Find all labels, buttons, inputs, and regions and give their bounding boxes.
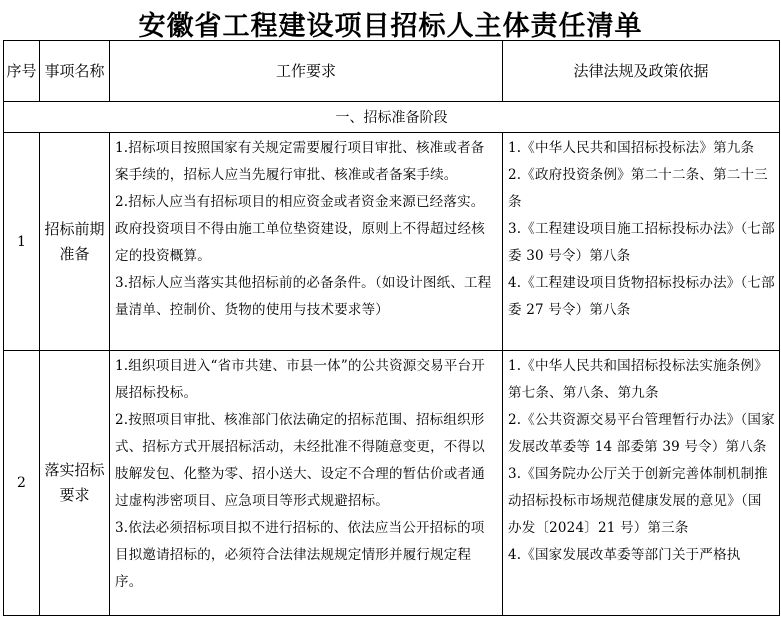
document-title: 安徽省工程建设项目招标人主体责任清单 xyxy=(138,11,643,42)
header-basis: 法律法规及政策依据 xyxy=(503,41,780,102)
legal-basis-item: 2.《政府投资条例》第二十二条、第二十三条 xyxy=(508,167,768,210)
requirement-item: 1.组织项目进入“省市共建、市县一体”的公共资源交易平台开展招标投标。 xyxy=(115,358,485,401)
table-row xyxy=(4,133,780,351)
responsibility-table xyxy=(3,40,780,616)
row-requirements xyxy=(110,133,503,351)
requirement-item: 3.招标人应当落实其他招标前的必备条件。（如设计图纸、工程量清单、控制价、货物的使用与技术要求等） xyxy=(115,275,492,318)
section-row xyxy=(4,102,780,133)
legal-basis-item: 2.《公共资源交易平台管理暂行办法》（国家发展改革委等 14 部委第 39 号令）第八条 xyxy=(508,412,775,455)
row-legal-basis xyxy=(503,351,780,616)
row-item-name: 落实招标要求 xyxy=(40,351,110,616)
row-requirements xyxy=(110,351,503,616)
legal-basis-item: 3.《国务院办公厅关于创新完善体制机制推动招标投标市场规范健康发展的意见》（国办发〔2024〕21 号）第三条 xyxy=(508,466,768,536)
legal-basis-item: 4.《国家发展改革委等部门关于严格执 xyxy=(508,547,741,563)
header-row xyxy=(4,41,780,102)
header-name: 事项名称 xyxy=(40,41,110,102)
table-row xyxy=(4,351,780,616)
legal-basis-item: 3.《工程建设项目施工招标投标办法》（七部委 30 号令）第八条 xyxy=(508,221,775,264)
row-seq: 2 xyxy=(4,351,40,616)
section-title: 一、招标准备阶段 xyxy=(4,102,780,133)
row-legal-basis xyxy=(503,133,780,351)
legal-basis-item: 1.《中华人民共和国招标投标法实施条例》第七条、第八条、第九条 xyxy=(508,358,768,401)
requirement-item: 3.依法必须招标项目拟不进行招标的、依法应当公开招标的项目拟邀请招标的，必须符合法律法规规定情形并履行规定程序。 xyxy=(115,520,485,590)
requirement-item: 2.按照项目审批、核准部门依法确定的招标范围、招标组织形式、招标方式开展招标活动，未经批准不得随意变更，不得以肢解发包、化整为零、招小送大、设定不合理的暂估价或者通过虚构涉密项目、应急项目等形式规避招标。 xyxy=(115,412,485,509)
requirement-item: 2.招标人应当有招标项目的相应资金或者资金来源已经落实。政府投资项目不得由施工单位垫资建设，原则上不得超过经核定的投资概算。 xyxy=(115,194,485,264)
row-item-name: 招标前期准备 xyxy=(40,133,110,351)
header-seq: 序号 xyxy=(4,41,40,102)
legal-basis-item: 4.《工程建设项目货物招标投标办法》（七部委 27 号令）第八条 xyxy=(508,275,775,318)
requirement-item: 1.招标项目按照国家有关规定需要履行项目审批、核准或者备案手续的，招标人应当先履行审批、核准或者备案手续。 xyxy=(115,140,485,183)
header-requirements: 工作要求 xyxy=(110,41,503,102)
row-seq: 1 xyxy=(4,133,40,351)
legal-basis-item: 1.《中华人民共和国招标投标法》第九条 xyxy=(508,140,755,156)
